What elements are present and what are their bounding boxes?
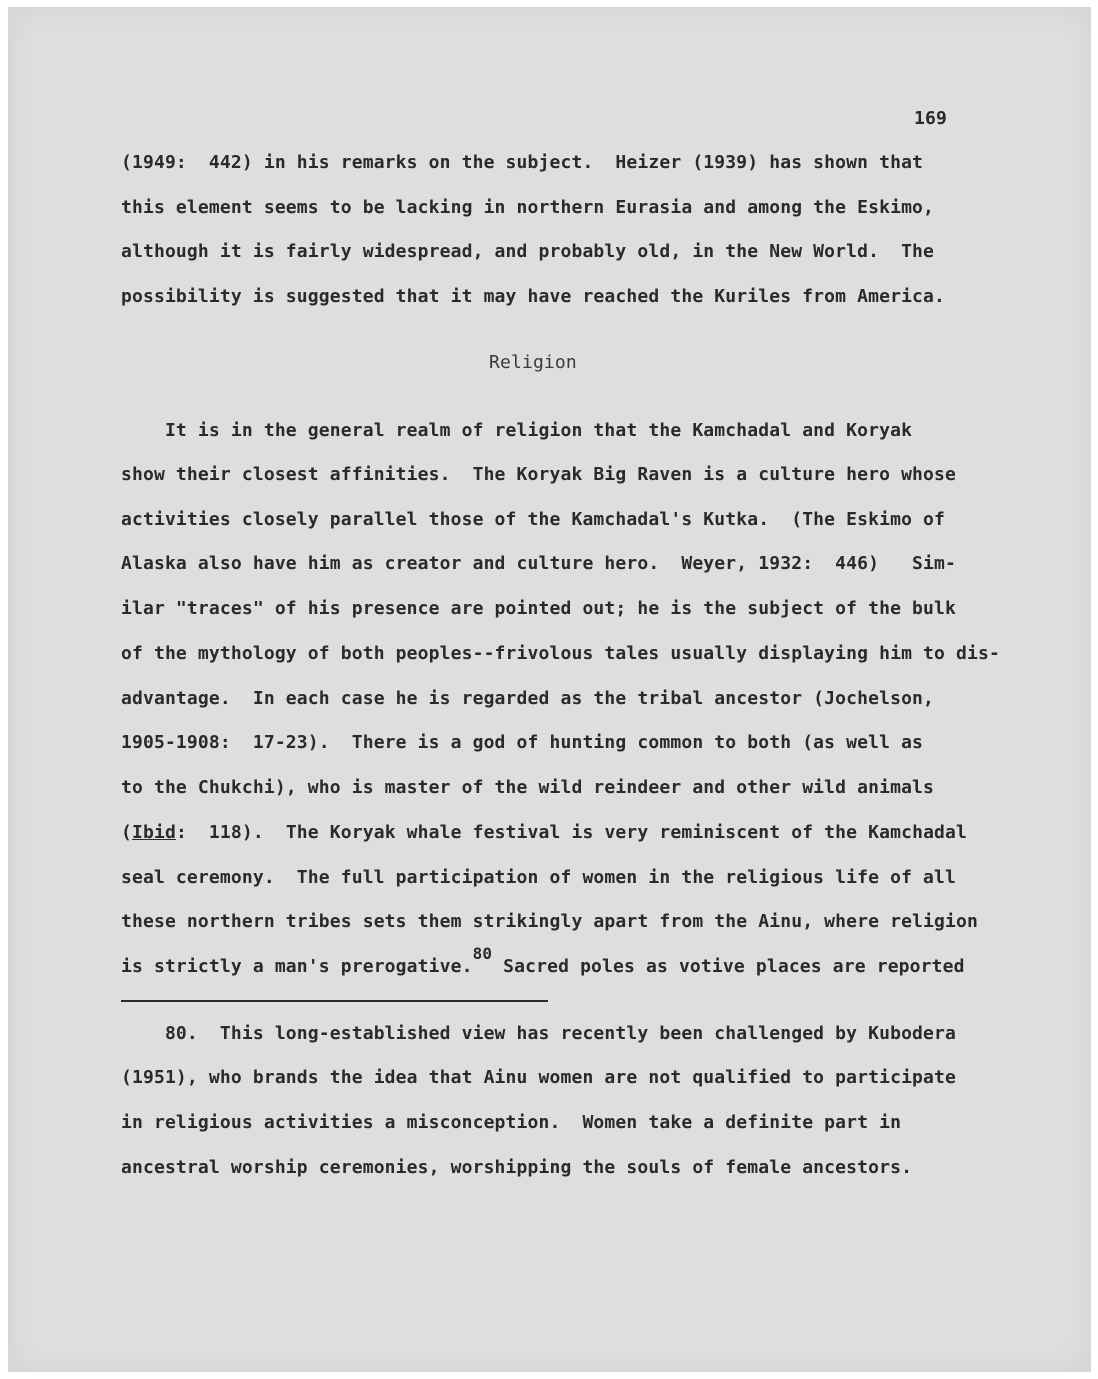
body-line: although it is fairly widespread, and probably old, in the New World. The	[121, 241, 935, 262]
body-line: Alaska also have him as creator and culture hero. Weyer, 1932: 446) Sim-	[121, 553, 957, 574]
body-line: It is in the general realm of religion that the Kamchadal and Koryak	[121, 420, 913, 441]
body-line: these northern tribes sets them strikingly apart from the Ainu, where religion	[121, 911, 978, 932]
footnote-line: in religious activities a misconception. Women take a definite part in	[121, 1112, 902, 1133]
body-line: to the Chukchi), who is master of the wild reindeer and other wild animals	[121, 777, 935, 798]
body-line: activities closely parallel those of the Kamchadal's Kutka. (The Eskimo of	[121, 509, 946, 530]
body-line: 1905-1908: 17-23). There is a god of hunting common to both (as well as	[121, 732, 924, 753]
section-heading: Religion	[489, 352, 577, 373]
footnote-separator	[121, 1000, 548, 1002]
body-line-ibid	[121, 822, 967, 843]
body-line: advantage. In each case he is regarded as the tribal ancestor (Jochelson,	[121, 688, 935, 709]
body-line: show their closest affinities. The Koryak Big Raven is a culture hero whose	[121, 464, 957, 485]
footnote-line: ancestral worship ceremonies, worshipping the souls of female ancestors.	[121, 1157, 913, 1178]
ibid-rest: : 118). The Koryak whale festival is very reminiscent of the Kamchadal	[175, 822, 968, 843]
text-after-ref: Sacred poles as votive places are reported	[492, 956, 965, 977]
body-line: seal ceremony. The full participation of women in the religious life of all	[121, 867, 957, 888]
footnote-reference: 80	[472, 944, 493, 963]
page-number: 169	[914, 108, 947, 129]
footnote-line: 80. This long-established view has recently been challenged by Kubodera	[121, 1023, 957, 1044]
body-line: possibility is suggested that it may have reached the Kuriles from America.	[121, 286, 946, 307]
ibid-citation: Ibid	[132, 822, 176, 843]
typed-page	[8, 7, 1091, 1372]
body-line: (1949: 442) in his remarks on the subject. Heizer (1939) has shown that	[121, 152, 924, 173]
body-line: this element seems to be lacking in northern Eurasia and among the Eskimo,	[121, 197, 935, 218]
text-before-ref: is strictly a man's prerogative.	[121, 956, 473, 977]
body-line-footnote-ref	[121, 944, 965, 977]
body-line: ilar "traces" of his presence are pointed out; he is the subject of the bulk	[121, 598, 957, 619]
body-line: of the mythology of both peoples--frivolous tales usually displaying him to dis-	[121, 643, 1000, 664]
paren: (	[121, 822, 132, 843]
footnote-line: (1951), who brands the idea that Ainu women are not qualified to participate	[121, 1067, 957, 1088]
